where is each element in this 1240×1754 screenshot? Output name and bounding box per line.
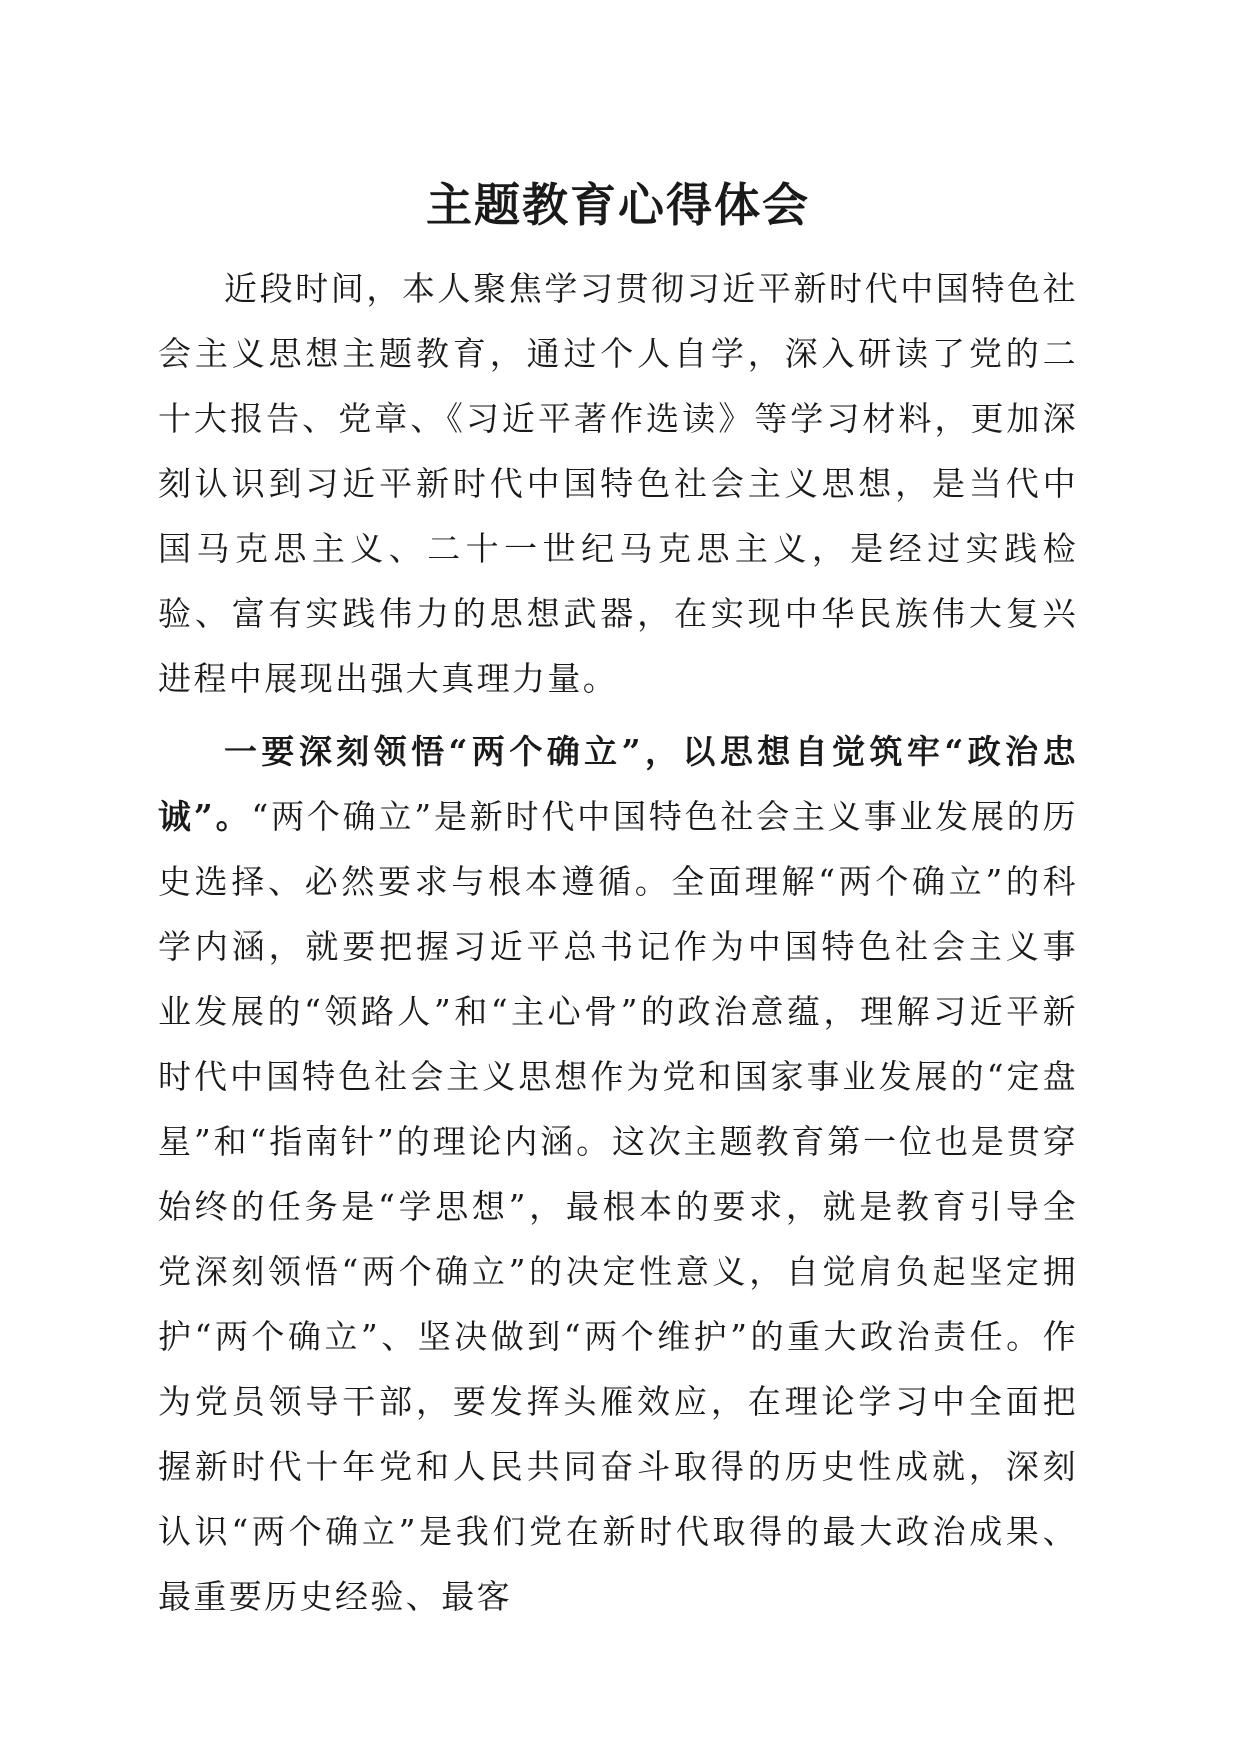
section-1-paragraph (158, 719, 1078, 1629)
section-1-heading: 一要深刻领悟“两个确立”，以思想自觉筑牢“政治忠诚”。 (158, 732, 1078, 836)
intro-paragraph: 近段时间，本人聚焦学习贯彻习近平新时代中国特色社会主义思想主题教育，通过个人自学，深入研读了党的二十大报告、党章、《习近平著作选读》等学习材料，更加深刻认识到习近平新时代中国特色社会主义思想，是当代中国马克思主义、二十一世纪马克思主义，是经过实践检验、富有实践伟力的思想武器，在实现中华民族伟大复兴进程中展现出强大真理力量。 (158, 269, 1078, 698)
document-title: 主题教育心得体会 (426, 178, 810, 232)
document-page (158, 170, 1078, 1629)
section-1-body: “两个确立”是新时代中国特色社会主义事业发展的历史选择、必然要求与根本遵循。全面理解“两个确立”的科学内涵，就要把握习近平总书记作为中国特色社会主义事业发展的“领路人”和“主心骨”的政治意蕴，理解习近平新时代中国特色社会主义思想作为党和国家事业发展的“定盘星”和“指南针”的理论内涵。这次主题教育第一位也是贯穿始终的任务是“学思想”，最根本的要求，就是教育引导全党深刻领悟“两个确立”的决定性意义，自觉肩负起坚定拥护“两个确立”、坚决做到“两个维护”的重大政治责任。作为党员领导干部，要发挥头雁效应，在理论学习中全面把握新时代十年党和人民共同奋斗取得的历史性成就，深刻认识“两个确立”是我们党在新时代取得的最大政治成果、最重要历史经验、最客 (158, 797, 1078, 1616)
